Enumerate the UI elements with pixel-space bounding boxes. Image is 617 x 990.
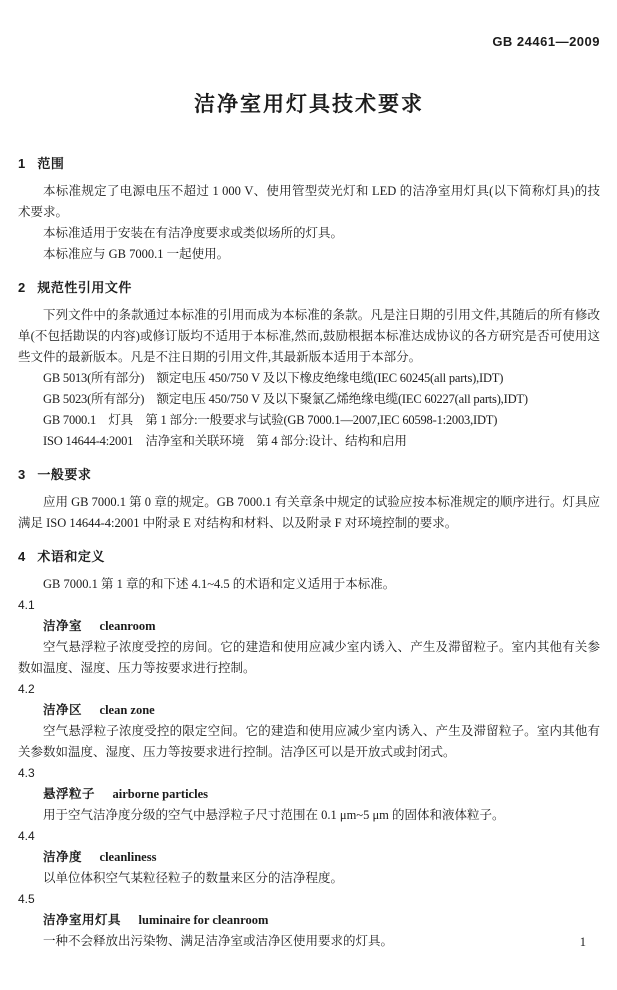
term-heading <box>18 616 600 637</box>
term-zh: 洁净室 <box>43 619 83 633</box>
term-heading <box>18 847 600 868</box>
term-zh: 洁净室用灯具 <box>43 913 122 927</box>
term-zh: 洁净度 <box>43 850 83 864</box>
section-terms-definitions <box>18 548 600 952</box>
clause-number: 4.1 <box>18 598 35 612</box>
reference-item: ISO 14644-4:2001 洁净室和关联环境 第 4 部分:设计、结构和启用 <box>43 434 407 448</box>
paragraph: GB 7000.1 第 1 章的和下述 4.1~4.5 的术语和定义适用于本标准。 <box>43 577 396 591</box>
clause-number: 4.2 <box>18 682 35 696</box>
section-normative-references <box>18 279 600 452</box>
clause-number: 4.4 <box>18 829 35 843</box>
section-1-number: 1 <box>18 156 26 171</box>
paragraph: 本标准应与 GB 7000.1 一起使用。 <box>43 247 230 261</box>
term-heading <box>18 910 600 931</box>
section-4-number: 4 <box>18 549 26 564</box>
reference-item: GB 5013(所有部分) 额定电压 450/750 V 及以下橡皮绝缘电缆(IEC 60245(all parts),IDT) <box>43 371 504 385</box>
term-en: airborne particles <box>112 787 208 801</box>
reference-item: GB 5023(所有部分) 额定电压 450/750 V 及以下聚氯乙烯绝缘电缆(IEC 60227(all parts),IDT) <box>43 392 528 406</box>
term-definition: 一种不会释放出污染物、满足洁净室或洁净区使用要求的灯具。 <box>43 934 394 948</box>
term-block-airborne-particles <box>18 763 600 826</box>
term-heading <box>18 784 600 805</box>
paragraph: 本标准适用于安装在有洁净度要求或类似场所的灯具。 <box>43 226 344 240</box>
term-definition: 以单位体积空气某粒径粒子的数量来区分的洁净程度。 <box>43 871 344 885</box>
term-en: luminaire for cleanroom <box>138 913 269 927</box>
reference-item: GB 7000.1 灯具 第 1 部分:一般要求与试验(GB 7000.1—2007,IEC 60598-1:2003,IDT) <box>43 413 498 427</box>
section-4-heading <box>18 548 600 566</box>
section-4-title: 术语和定义 <box>37 549 105 564</box>
term-definition: 空气悬浮粒子浓度受控的限定空间。它的建造和使用应减少室内诱入、产生及滞留粒子。室内其他有关参数如温度、湿度、压力等按要求进行控制。洁净区可以是开放式或封闭式。 <box>18 724 600 759</box>
section-1-heading <box>18 155 600 173</box>
section-1-title: 范围 <box>37 156 65 171</box>
term-zh: 洁净区 <box>43 703 83 717</box>
section-3-title: 一般要求 <box>37 467 92 482</box>
section-3-number: 3 <box>18 467 26 482</box>
standard-code: GB 24461—2009 <box>492 34 600 49</box>
section-general-requirements <box>18 466 600 534</box>
paragraph: 下列文件中的条款通过本标准的引用而成为本标准的条款。凡是注日期的引用文件,其随后的所有修改单(不包括勘误的内容)或修订版均不适用于本标准,然而,鼓励根据本标准达成协议的各方研究是否可使用这些文件的最新版本。凡是不注日期的引用文件,其最新版本适用于本部分。 <box>18 308 600 364</box>
section-scope <box>18 155 600 265</box>
clause-number: 4.5 <box>18 892 35 906</box>
term-heading <box>18 700 600 721</box>
term-en: cleanliness <box>99 850 157 864</box>
term-definition: 空气悬浮粒子浓度受控的房间。它的建造和使用应减少室内诱入、产生及滞留粒子。室内其他有关参数如温度、湿度、压力等按要求进行控制。 <box>18 640 600 675</box>
term-en: clean zone <box>99 703 155 717</box>
term-definition: 用于空气洁净度分级的空气中悬浮粒子尺寸范围在 0.1 μm~5 μm 的固体和液体粒子。 <box>43 808 505 822</box>
term-block-cleanroom <box>18 595 600 679</box>
section-2-number: 2 <box>18 280 26 295</box>
term-en: cleanroom <box>99 619 156 633</box>
paragraph: 本标准规定了电源电压不超过 1 000 V、使用管型荧光灯和 LED 的洁净室用灯具(以下简称灯具)的技术要求。 <box>18 184 600 219</box>
section-3-heading <box>18 466 600 484</box>
term-block-clean-zone <box>18 679 600 763</box>
section-2-title: 规范性引用文件 <box>37 280 132 295</box>
term-block-luminaire-for-cleanroom <box>18 889 600 952</box>
section-2-heading <box>18 279 600 297</box>
term-block-cleanliness <box>18 826 600 889</box>
paragraph: 应用 GB 7000.1 第 0 章的规定。GB 7000.1 有关章条中规定的试验应按本标准规定的顺序进行。灯具应满足 ISO 14644-4:2001 中附录 E 对结构和材料、以及附录 F 对环境控制的要求。 <box>18 495 600 530</box>
clause-number: 4.3 <box>18 766 35 780</box>
page-number: 1 <box>579 935 586 949</box>
term-zh: 悬浮粒子 <box>43 787 96 801</box>
document-title: 洁净室用灯具技术要求 <box>194 93 424 116</box>
